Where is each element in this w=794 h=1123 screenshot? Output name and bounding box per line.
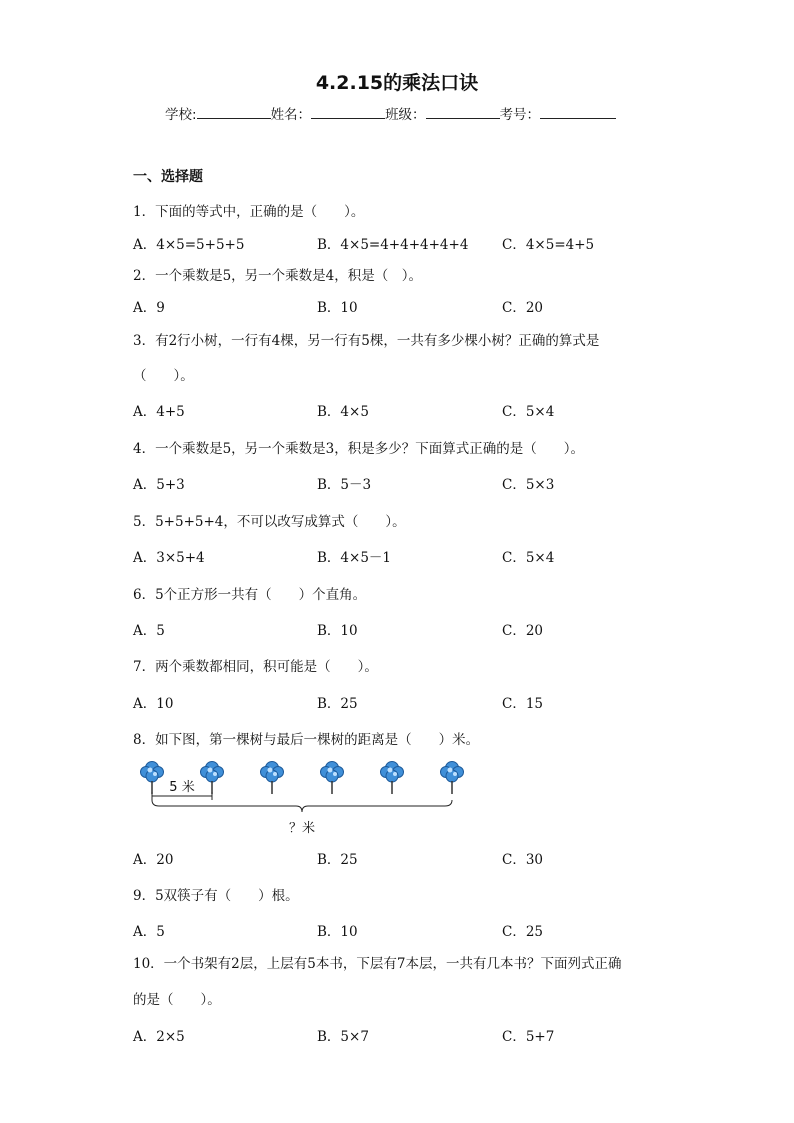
- q3-option-b[interactable]: B．4×5: [317, 404, 369, 420]
- q10-option-b[interactable]: B．5×7: [317, 1029, 369, 1045]
- q1-option-a[interactable]: A．4×5=5+5+5: [133, 237, 245, 253]
- q5-option-a[interactable]: A．3×5+4: [133, 550, 205, 566]
- tree-icon: [261, 762, 284, 795]
- q1-option-c[interactable]: C．4×5=4+5: [502, 237, 595, 253]
- q9-option-b[interactable]: B．10: [317, 924, 358, 940]
- q3-option-c[interactable]: C．5×4: [502, 404, 555, 420]
- total-label: ？米: [288, 821, 316, 836]
- q7-option-a[interactable]: A．10: [133, 696, 174, 712]
- tree-icon: [381, 762, 404, 795]
- q10-option-c[interactable]: C．5+7: [502, 1029, 555, 1045]
- name-label: 姓名：: [270, 107, 312, 123]
- q2-option-a[interactable]: A．9: [133, 300, 165, 316]
- q6-option-b[interactable]: B．10: [317, 623, 358, 639]
- q6-option-a[interactable]: A．5: [133, 623, 165, 639]
- question-10: 10．一个书架有2层，上层有5本书，下层有7本层，一共有几本书？下面列式正确: [133, 956, 622, 972]
- question-3: 3．有2行小树，一行有4棵，另一行有5棵，一共有多少棵小树？正确的算式是: [133, 333, 600, 349]
- q8-option-c[interactable]: C．30: [502, 852, 544, 868]
- tree-distance-figure: [133, 758, 473, 840]
- q9-option-c[interactable]: C．25: [502, 924, 544, 940]
- question-5: 5．5+5+5+4，不可以改写成算式（ ）。: [133, 514, 406, 530]
- tree-icon: [201, 762, 224, 795]
- question-6: 6．5个正方形一共有（ ）个直角。: [133, 587, 367, 603]
- question-7: 7．两个乘数都相同，积可能是（ ）。: [133, 659, 378, 675]
- q4-option-a[interactable]: A．5+3: [133, 477, 185, 493]
- class-blank[interactable]: [426, 106, 500, 119]
- q5-option-b[interactable]: B．4×5－1: [317, 550, 391, 566]
- q6-option-c[interactable]: C．20: [502, 623, 544, 639]
- q3-option-a[interactable]: A．4+5: [133, 404, 185, 420]
- q4-option-c[interactable]: C．5×3: [502, 477, 555, 493]
- q7-option-c[interactable]: C．15: [502, 696, 544, 712]
- q5-option-c[interactable]: C．5×4: [502, 550, 555, 566]
- q10-option-a[interactable]: A．2×5: [133, 1029, 185, 1045]
- interval-label: 5 米: [169, 780, 195, 795]
- question-4: 4．一个乘数是5，另一个乘数是3，积是多少？下面算式正确的是（ ）。: [133, 441, 585, 457]
- student-info-line: [165, 103, 616, 123]
- question-9: 9．5双筷子有（ ）根。: [133, 888, 299, 904]
- tree-icon: [321, 762, 344, 795]
- tree-icon: [441, 762, 464, 795]
- q2-option-b[interactable]: B．10: [317, 300, 358, 316]
- number-blank[interactable]: [540, 106, 616, 119]
- question-8: 8．如下图，第一棵树与最后一棵树的距离是（ ）米。: [133, 732, 480, 748]
- q2-option-c[interactable]: C．20: [502, 300, 544, 316]
- total-brace: [152, 800, 452, 812]
- q9-option-a[interactable]: A．5: [133, 924, 165, 940]
- q8-option-b[interactable]: B．25: [317, 852, 358, 868]
- question-2: 2．一个乘数是5，另一个乘数是4，积是（ ）。: [133, 268, 423, 284]
- tree-icon: [141, 762, 164, 795]
- question-1: 1．下面的等式中，正确的是（ ）。: [133, 204, 365, 220]
- question-3-cont: （ ）。: [133, 368, 194, 384]
- q4-option-b[interactable]: B．5－3: [317, 477, 372, 493]
- page-title: 4.2.15的乘法口诀: [315, 72, 479, 94]
- school-label: 学校:: [165, 107, 197, 123]
- name-blank[interactable]: [311, 106, 385, 119]
- q8-option-a[interactable]: A．20: [133, 852, 174, 868]
- section-heading: 一、选择题: [133, 169, 203, 185]
- question-10-cont: 的是（ ）。: [133, 992, 221, 1008]
- q1-option-b[interactable]: B．4×5=4+4+4+4+4: [317, 237, 469, 253]
- number-label: 考号：: [499, 107, 541, 123]
- class-label: 班级：: [385, 107, 426, 123]
- school-blank[interactable]: [197, 106, 271, 119]
- q7-option-b[interactable]: B．25: [317, 696, 358, 712]
